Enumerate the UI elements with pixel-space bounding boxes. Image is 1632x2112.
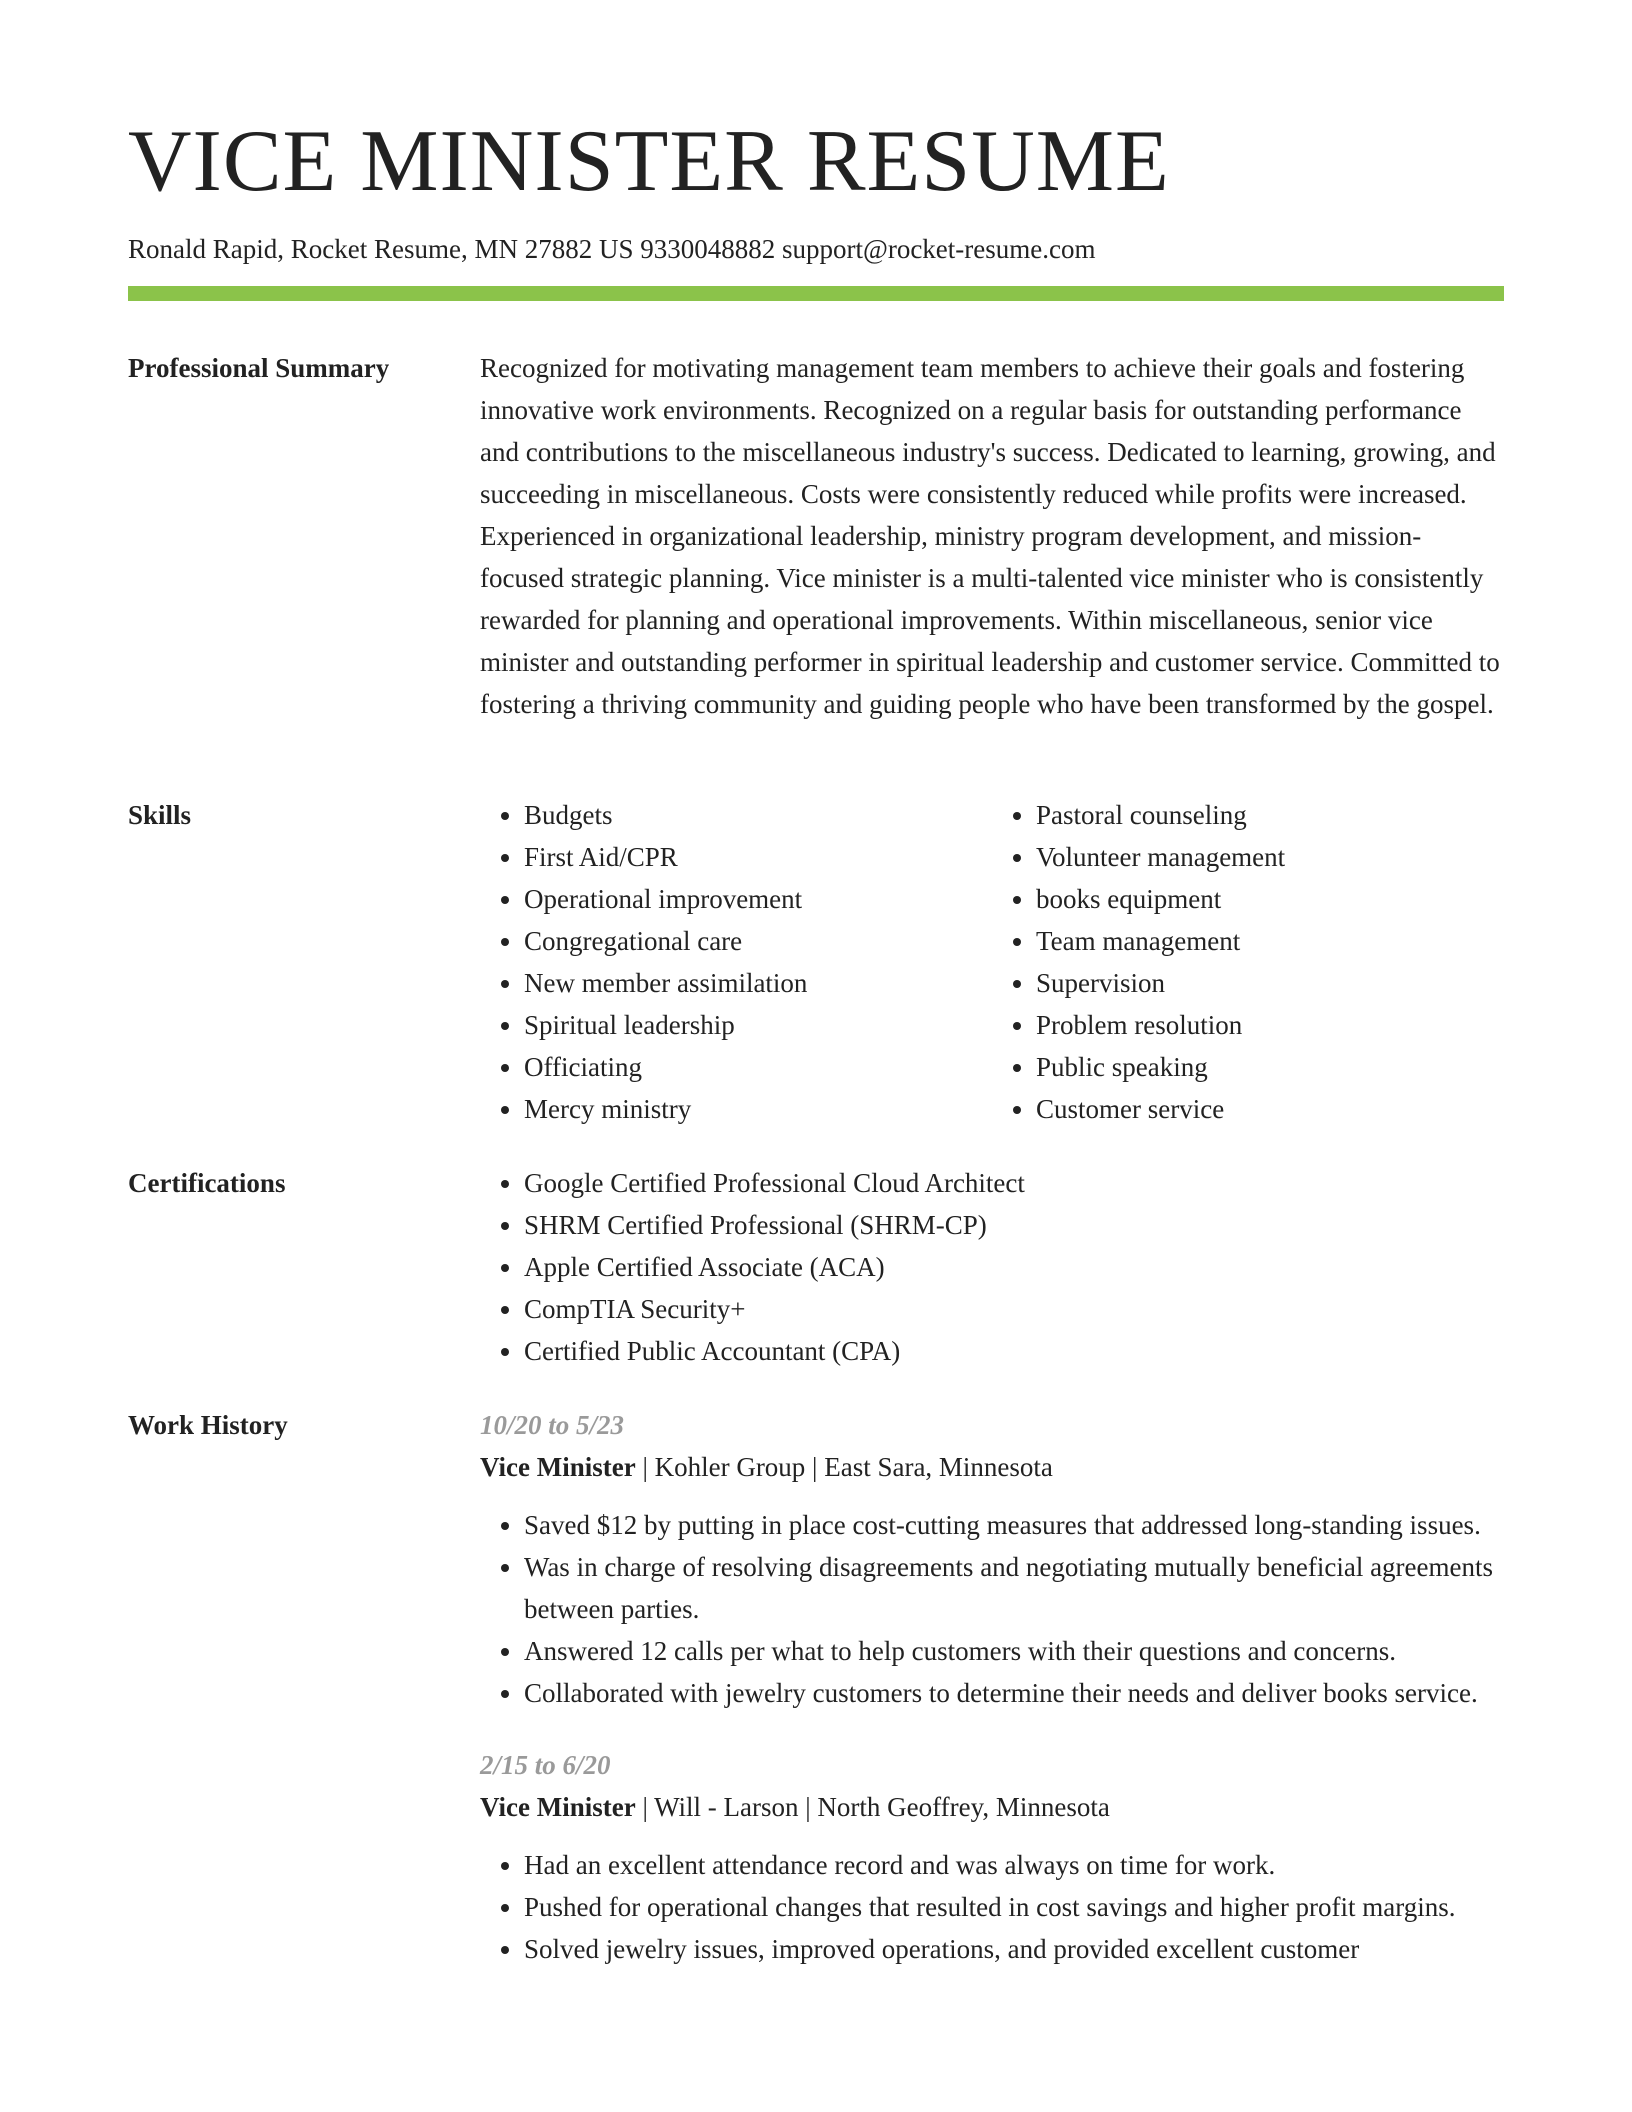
skill-item: • Public speaking	[1036, 1046, 1504, 1088]
resume-title: VICE MINISTER RESUME	[128, 113, 1170, 210]
certifications-list	[480, 1162, 1504, 1372]
job-dates: 2/15 to 6/20	[480, 1750, 611, 1780]
skill-item: • Customer service	[1036, 1088, 1504, 1130]
job-bullet: • Solved jewelry issues, improved operations, and provided excellent customer	[524, 1928, 1504, 1970]
summary-label: Professional Summary	[128, 353, 390, 383]
skill-item: • First Aid/CPR	[524, 836, 992, 878]
work-history-label: Work History	[128, 1410, 288, 1440]
job-bullet: • Pushed for operational changes that resulted in cost savings and higher profit margins.	[524, 1886, 1504, 1928]
certification-item: • CompTIA Security+	[524, 1288, 1504, 1330]
skill-item: • Volunteer management	[1036, 836, 1504, 878]
certification-item: • Certified Public Accountant (CPA)	[524, 1330, 1504, 1372]
job-dates: 10/20 to 5/23	[480, 1410, 625, 1440]
accent-divider	[128, 286, 1504, 301]
skill-item: • Budgets	[524, 794, 992, 836]
certification-item: • Google Certified Professional Cloud Architect	[524, 1162, 1504, 1204]
skill-item: • Problem resolution	[1036, 1004, 1504, 1046]
job-bullet: • Collaborated with jewelry customers to determine their needs and deliver books service.	[524, 1672, 1504, 1714]
skill-item: • Team management	[1036, 920, 1504, 962]
job-title: Vice Minister	[480, 1792, 636, 1822]
certifications-body	[480, 1162, 1504, 1372]
skills-columns	[480, 794, 1504, 1130]
skills-body	[480, 794, 1504, 1130]
summary-text: Recognized for motivating management team members to achieve their goals and fostering innovative work environments. Recognized on a regular basis for outstanding performance and contributions to the miscellaneous industry's success. Dedicated to learning, growing, and succeeding in miscellaneous. Costs were consistently reduced while profits were increased. Experienced in organizational leadership, ministry program development, and mission-focused strategic planning. Vice minister is a multi-talented vice minister who is consistently rewarded for planning and operational improvements. Within miscellaneous, senior vice minister and outstanding performer in spiritual leadership and customer service. Committed to fostering a thriving community and guiding people who have been transformed by the gospel.	[480, 353, 1500, 719]
certification-item: • SHRM Certified Professional (SHRM-CP)	[524, 1204, 1504, 1246]
job-title: Vice Minister	[480, 1452, 636, 1482]
skills-list-right	[992, 794, 1504, 1130]
skill-item: • Officiating	[524, 1046, 992, 1088]
job-bullets	[480, 1844, 1504, 1970]
job-bullet: • Saved $12 by putting in place cost-cutting measures that addressed long-standing issues.	[524, 1504, 1504, 1546]
job-bullet: • Was in charge of resolving disagreements and negotiating mutually beneficial agreements between parties.	[524, 1546, 1504, 1630]
skills-label: Skills	[128, 800, 192, 830]
skill-item: • books equipment	[1036, 878, 1504, 920]
certification-item: • Apple Certified Associate (ACA)	[524, 1246, 1504, 1288]
job-bullet: • Answered 12 calls per what to help customers with their questions and concerns.	[524, 1630, 1504, 1672]
skill-item: • Operational improvement	[524, 878, 992, 920]
skill-item: • New member assimilation	[524, 962, 992, 1004]
job-title-line	[480, 1786, 1504, 1828]
skill-item: • Mercy ministry	[524, 1088, 992, 1130]
job-bullet: • Had an excellent attendance record and was always on time for work.	[524, 1844, 1504, 1886]
job-details: | Will - Larson | North Geoffrey, Minnesota	[635, 1792, 1110, 1822]
job-entry	[480, 1744, 1504, 1970]
skill-item: • Supervision	[1036, 962, 1504, 1004]
work-history-body	[480, 1404, 1504, 1970]
skill-item: • Congregational care	[524, 920, 992, 962]
certifications-label: Certifications	[128, 1168, 286, 1198]
summary-body	[480, 347, 1504, 725]
job-details: | Kohler Group | East Sara, Minnesota	[635, 1452, 1053, 1482]
skill-item: • Spiritual leadership	[524, 1004, 992, 1046]
job-title-line	[480, 1446, 1504, 1488]
skill-item: • Pastoral counseling	[1036, 794, 1504, 836]
skills-list-left	[480, 794, 992, 1130]
job-entry	[480, 1404, 1504, 1714]
job-bullets	[480, 1504, 1504, 1714]
contact-line: Ronald Rapid, Rocket Resume, MN 27882 US 9330048882 support@rocket-resume.com	[128, 234, 1096, 264]
